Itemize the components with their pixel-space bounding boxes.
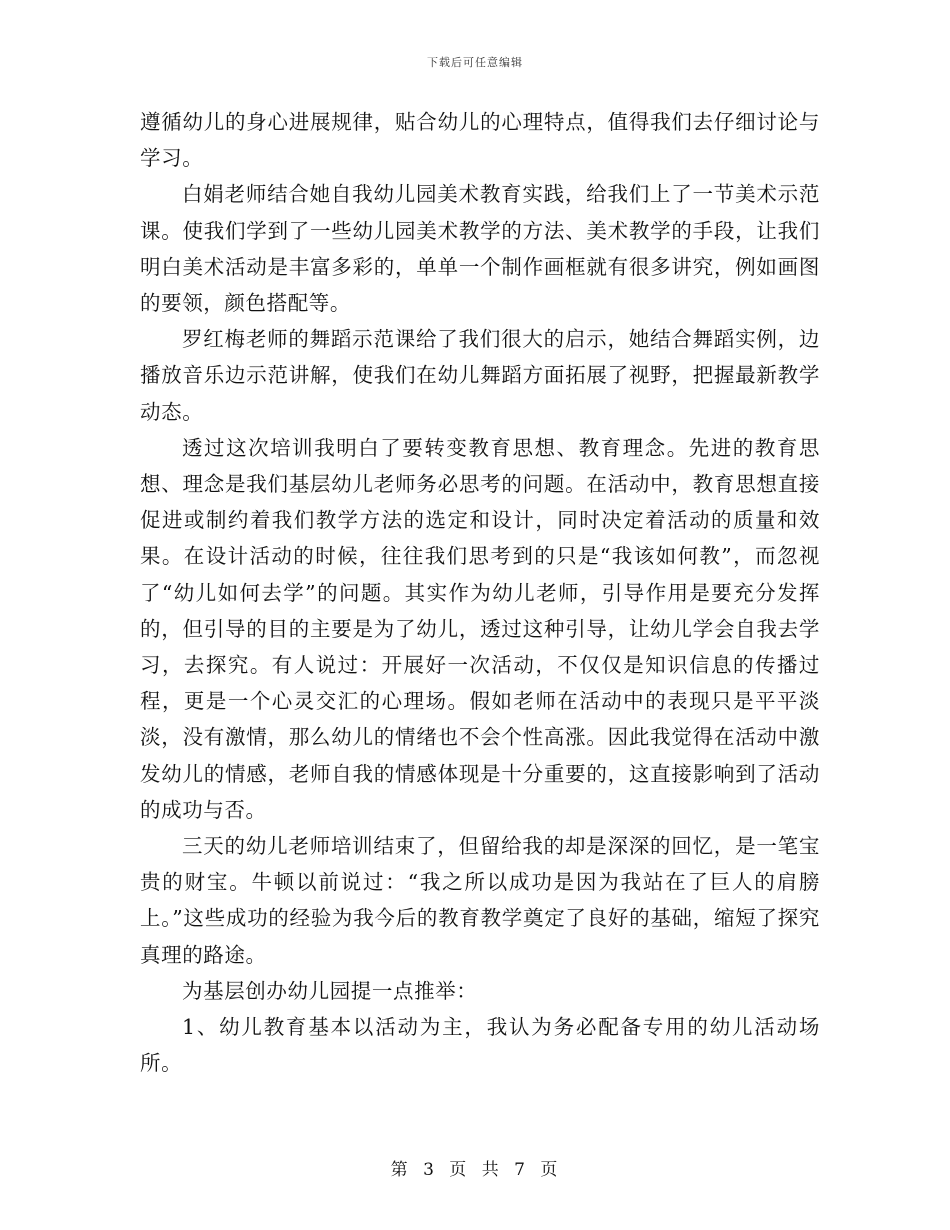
paragraph-3: 罗红梅老师的舞蹈示范课给了我们很大的启示，她结合舞蹈实例，边播放音乐边示范讲解，使我们在幼儿舞蹈方面拓展了视野，把握最新教学动态。: [140, 327, 820, 424]
paragraph-4: 透过这次培训我明白了要转变教育思想、教育理念。先进的教育思想、理念是我们基层幼儿老师务必思考的问题。在活动中，教育思想直接促进或制约着我们教学方法的选定和设计，同时决定着活动的质量和效果。在设计活动的时候，往往我们思考到的只是“我该如何教”，而忽视了“幼儿如何去学”的问题。其实作为幼儿老师，引导作用是要充分发挥的，但引导的目的主要是为了幼儿，透过这种引导，让幼儿学会自我去学习，去探究。有人说过：开展好一次活动，不仅仅是知识信息的传播过程，更是一个心灵交汇的心理场。假如老师在活动中的表现只是平平淡淡，没有激情，那么幼儿的情绪也不会个性高涨。因此我觉得在活动中激发幼儿的情感，老师自我的情感体现是十分重要的，这直接影响到了活动的成功与否。: [140, 435, 820, 822]
paragraph-1: 遵循幼儿的身心进展规律，贴合幼儿的心理特点，值得我们去仔细讨论与学习。: [140, 110, 820, 171]
page-header: 下载后可任意编辑: [427, 56, 523, 69]
document-body: [140, 104, 820, 1081]
paragraph-2: 白娟老师结合她自我幼儿园美术教育实践，给我们上了一节美术示范课。使我们学到了一些幼儿园美术教学的方法、美术教学的手段，让我们明白美术活动是丰富多彩的，单单一个制作画框就有很多讲究，例如画图的要领，颜色搭配等。: [140, 182, 820, 316]
paragraph-7: 1、幼儿教育基本以活动为主，我认为务必配备专用的幼儿活动场所。: [140, 1015, 820, 1076]
paragraph-5: 三天的幼儿老师培训结束了，但留给我的却是深深的回忆，是一笔宝贵的财宝。牛顿以前说过：“我之所以成功是因为我站在了巨人的肩膀上。”这些成功的经验为我今后的教育教学奠定了良好的基础，缩短了探究真理的路途。: [140, 834, 820, 967]
paragraph-6: 为基层创办幼儿园提一点推举：: [182, 978, 478, 1003]
page-number-footer: 第 3 页 共 7 页: [390, 1160, 560, 1180]
